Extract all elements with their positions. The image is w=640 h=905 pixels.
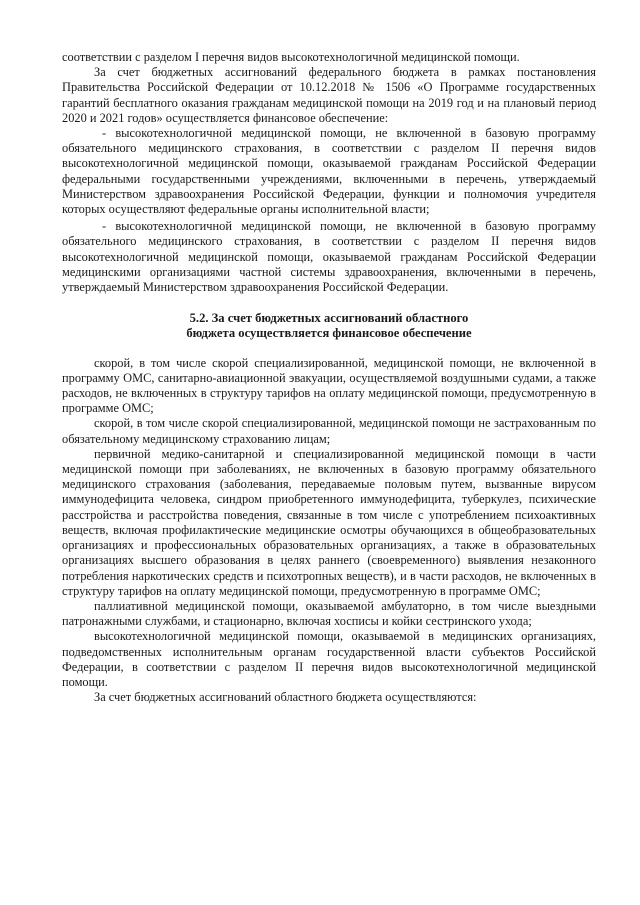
paragraph-high-tech-care: высокотехнологичной медицинской помощи, оказываемой в медицинских организациях, подведомственных исполнительным органам государственной власти субъектов Российской Федерации, в соответствии с разделом II перечня видов высокотехнологичной медицинской помощи. xyxy=(62,629,596,689)
paragraph-primary-care: первичной медико-санитарной и специализированной медицинской помощи в части медицинской помощи при заболеваниях, не включенных в базовую программу обязательного медицинского страхования (заболевания, передаваемые половым путем, вызванные вирусом иммунодефицита человека, синдром приобретенного иммунодефицита, туберкулез, психические расстройства и расстройства поведения, связанные в том числе с употреблением психоактивных веществ, включая профилактические медицинские осмотры обучающихся в общеобразовательных организациях и профессиональных образовательных организациях, а также в образовательных организациях высшего образования в целях раннего (своевременного) выявления незаконного потребления наркотических средств и психотропных веществ), и в части расходов, не включенных в структуру тарифов на оплату медицинской помощи, предусмотренную в программе ОМС; xyxy=(62,446,596,598)
list-item-private-organizations: - высокотехнологичной медицинской помощи, не включенной в базовую программу обязательного медицинского страхования, в соответствии с разделом II перечня видов высокотехнологичной медицинской помощи, оказываемой гражданам Российской Федерации медицинскими организациями частной системы здравоохранения, включенными в перечень, утверждаемый Министерством здравоохранения Российской Федерации. xyxy=(62,219,596,295)
paragraph-uninsured-emergency: скорой, в том числе скорой специализированной, медицинской помощи не застрахованным по обязательному медицинскому страхованию лицам; xyxy=(62,416,596,446)
paragraph-palliative-care: паллиативной медицинской помощи, оказываемой амбулаторно, в том числе выездными патронажными службами, и стационарно, включая хосписы и койки сестринского ухода; xyxy=(62,598,596,629)
paragraph-regional-budget: За счет бюджетных ассигнований областного бюджета осуществляются: xyxy=(94,690,477,705)
section-heading-line-1: 5.2. За счет бюджетных ассигнований областного xyxy=(189,311,469,326)
paragraph-federal-budget: За счет бюджетных ассигнований федерального бюджета в рамках постановления Правительства Российской Федерации от 10.12.2018 № 1506 «О Программе государственных гарантий бесплатного оказания гражданам медицинской помощи на 2019 год и на плановый период 2020 и 2021 годов» осуществляется финансовое обеспечение: xyxy=(62,65,596,125)
section-heading-line-2: бюджета осуществляется финансовое обеспечение xyxy=(186,326,472,341)
paragraph-emergency-care: скорой, в том числе скорой специализированной, медицинской помощи, не включенной в программу ОМС, санитарно-авиационной эвакуации, осуществляемой воздушными судами, а также расходов, не включенных в структуру тарифов на оплату медицинской помощи, предусмотренную в программе ОМС; xyxy=(62,355,596,416)
paragraph-continuation: соответствии с разделом I перечня видов высокотехнологичной медицинской помощи. xyxy=(62,50,520,64)
list-item-federal-institutions: - высокотехнологичной медицинской помощи, не включенной в базовую программу обязательного медицинского страхования, в соответствии с разделом II перечня видов высокотехнологичной медицинской помощи, оказываемой гражданам Российской Федерации федеральными государственными учреждениями, включенными в перечень, утверждаемый Министерством здравоохранения Российской Федерации, функции и полномочия учредителя которых осуществляют федеральные органы исполнительной власти; xyxy=(62,126,596,217)
section-heading-5-2 xyxy=(62,311,596,341)
